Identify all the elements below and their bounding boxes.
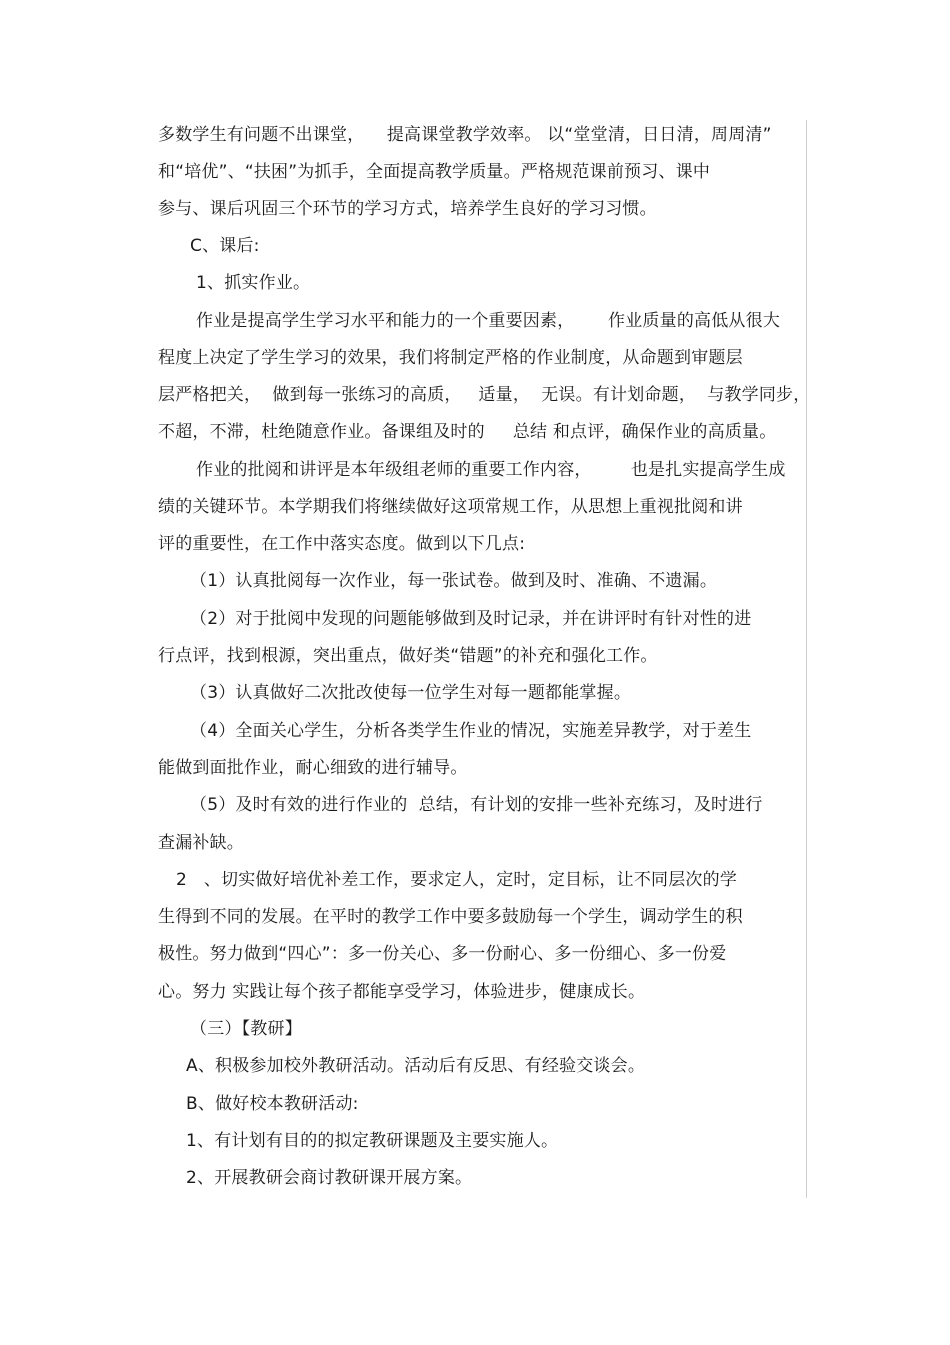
text-line: 查漏补缺。	[158, 833, 244, 853]
list-item: （4）全面关心学生，分析各类学生作业的情况，实施差异教学，对于差生	[190, 721, 752, 741]
section-heading: C、课后:	[190, 236, 260, 256]
text-line: 绩的关键环节。本学期我们将继续做好这项常规工作，从思想上重视批阅和讲	[158, 497, 743, 517]
list-item: B、做好校本教研活动:	[186, 1094, 359, 1114]
right-margin-rule	[806, 120, 807, 1198]
text-line: 行点评，找到根源，突出重点，做好类“错题”的补充和强化工作。	[158, 646, 658, 666]
list-item: （5）及时有效的进行作业的 总结，有计划的安排一些补充练习，及时进行	[190, 795, 763, 815]
list-item: 2、开展教研会商讨教研课开展方案。	[186, 1168, 473, 1188]
text-line: 和“培优”、“扶困”为抓手，全面提高教学质量。严格规范课前预习、课中	[158, 162, 711, 182]
list-item: 1、有计划有目的的拟定教研课题及主要实施人。	[186, 1131, 559, 1151]
text-line: 作业是提高学生学习水平和能力的一个重要因素， 作业质量的高低从很大	[196, 311, 781, 331]
list-item: （3）认真做好二次批改使每一位学生对每一题都能掌握。	[190, 683, 632, 703]
text-line: 参与、课后巩固三个环节的学习方式，培养学生良好的学习习惯。	[158, 199, 657, 219]
text-line: 多数学生有问题不出课堂， 提高课堂教学效率。 以“堂堂清，日日清，周周清”	[158, 125, 772, 145]
text-line: 程度上决定了学生学习的效果，我们将制定严格的作业制度，从命题到审题层	[158, 348, 743, 368]
section-heading: （三）【教研】	[190, 1019, 302, 1039]
list-item: （1）认真批阅每一次作业，每一张试卷。做到及时、准确、不遗漏。	[190, 571, 718, 591]
text-line: 层严格把关， 做到每一张练习的高质， 适量， 无误。有计划命题， 与教学同步，	[158, 385, 811, 405]
text-line: 作业的批阅和讲评是本年级组老师的重要工作内容， 也是扎实提高学生成	[196, 460, 786, 480]
text-line: 评的重要性，在工作中落实态度。做到以下几点:	[158, 534, 526, 554]
list-item: A、积极参加校外教研活动。活动后有反思、有经验交谈会。	[186, 1056, 646, 1076]
list-item: （2）对于批阅中发现的问题能够做到及时记录，并在讲评时有针对性的进	[190, 609, 752, 629]
text-line: 生得到不同的发展。在平时的教学工作中要多鼓励每一个学生，调动学生的积	[158, 907, 743, 927]
item-heading: 2 、切实做好培优补差工作，要求定人，定时，定目标，让不同层次的学	[176, 870, 738, 890]
text-line: 不超，不滞，杜绝随意作业。备课组及时的 总结 和点评，确保作业的高质量。	[158, 422, 777, 442]
text-line: 能做到面批作业，耐心细致的进行辅导。	[158, 758, 468, 778]
item-heading: 1、抓实作业。	[196, 273, 311, 293]
text-line: 心。努力 实践让每个孩子都能享受学习，体验进步，健康成长。	[158, 982, 646, 1002]
text-line: 极性。努力做到“四心”：多一份关心、多一份耐心、多一份细心、多一份爱	[158, 944, 727, 964]
